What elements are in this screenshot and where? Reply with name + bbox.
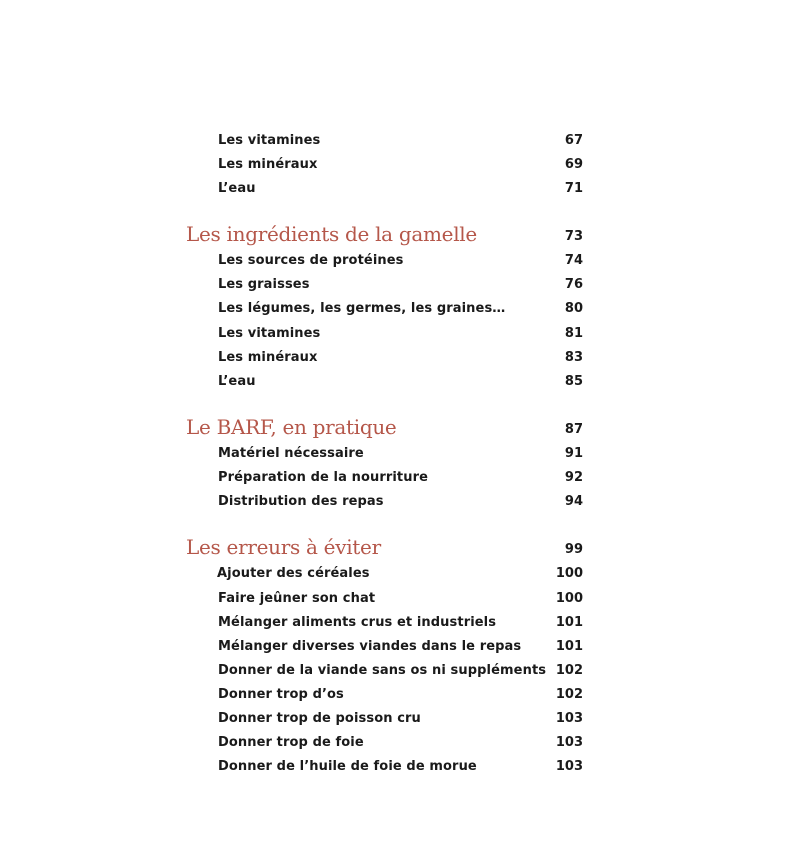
toc-section-heading <box>0 222 583 248</box>
toc-entry <box>0 708 583 730</box>
toc-entry-label: Faire jeûner son chat <box>218 591 376 606</box>
toc-entry <box>0 178 583 200</box>
toc-entry-page: 91 <box>564 446 583 461</box>
toc-entry-label: Les minéraux <box>218 157 318 172</box>
toc-entry <box>0 563 583 585</box>
toc-entry-page: 80 <box>564 301 583 316</box>
toc-entry <box>0 347 583 369</box>
toc-entry-label: Les vitamines <box>218 326 321 341</box>
toc-entry-page: 103 <box>555 735 583 750</box>
toc-entry-label: Les vitamines <box>218 133 321 148</box>
toc-entry-page: 81 <box>564 326 583 341</box>
toc-entry-label: Ajouter des céréales <box>217 566 370 581</box>
toc-entry <box>0 491 583 513</box>
toc-entry-label: Préparation de la nourriture <box>218 470 429 485</box>
toc-entry-label: Mélanger aliments crus et industriels <box>218 615 497 630</box>
section-page: 73 <box>564 229 583 244</box>
toc-entry <box>0 154 583 176</box>
toc-entry <box>0 323 583 345</box>
toc-entry-label: Donner trop d’os <box>218 687 344 702</box>
toc-entry-page: 94 <box>564 494 583 509</box>
toc-entry-page: 100 <box>555 566 583 581</box>
toc-entry-label: Les légumes, les germes, les graines… <box>218 301 506 316</box>
toc-entry-page: 103 <box>555 759 583 774</box>
section-title: Les erreurs à éviter <box>186 535 381 559</box>
toc-entry-page: 103 <box>555 711 583 726</box>
toc-entry-page: 85 <box>564 374 583 389</box>
toc-entry-label: Donner trop de foie <box>218 735 364 750</box>
toc-entry-page: 74 <box>564 253 583 268</box>
toc-entry-page: 100 <box>555 591 583 606</box>
toc-entry <box>0 250 583 272</box>
toc-entry-page: 101 <box>555 639 583 654</box>
toc-entry <box>0 467 583 489</box>
toc-entry <box>0 588 583 610</box>
toc-entry-page: 83 <box>564 350 583 365</box>
toc-entry-label: Donner de l’huile de foie de morue <box>218 759 477 774</box>
toc-entry-label: Matériel nécessaire <box>218 446 364 461</box>
toc-entry-page: 101 <box>555 615 583 630</box>
toc-entry <box>0 298 583 320</box>
toc-entry-label: Les graisses <box>218 277 310 292</box>
toc-entry <box>0 612 583 634</box>
toc-entry <box>0 660 583 682</box>
toc-section-heading <box>0 415 583 441</box>
toc-entry-label: L’eau <box>218 181 256 196</box>
toc-entry <box>0 130 583 152</box>
toc-entry-page: 67 <box>564 133 583 148</box>
toc-entry <box>0 684 583 706</box>
toc-entry-label: Mélanger diverses viandes dans le repas <box>218 639 522 654</box>
toc-entry <box>0 371 583 393</box>
toc-entry <box>0 732 583 754</box>
toc-entry-page: 92 <box>564 470 583 485</box>
toc-entry-page: 76 <box>564 277 583 292</box>
section-page: 99 <box>564 542 583 557</box>
toc-entry-page: 102 <box>555 663 583 678</box>
toc-entry-label: Les minéraux <box>218 350 318 365</box>
section-page: 87 <box>564 422 583 437</box>
toc-entry-label: L’eau <box>218 374 256 389</box>
toc-entry-page: 71 <box>564 181 583 196</box>
toc-entry <box>0 274 583 296</box>
toc-entry <box>0 636 583 658</box>
toc-entry-label: Distribution des repas <box>218 494 384 509</box>
toc-section-heading <box>0 535 583 561</box>
toc-entry-label: Donner trop de poisson cru <box>218 711 421 726</box>
toc-entry <box>0 756 583 778</box>
toc-entry-label: Les sources de protéines <box>218 253 404 268</box>
section-title: Les ingrédients de la gamelle <box>186 222 477 246</box>
toc-entry <box>0 443 583 465</box>
toc-entry-label: Donner de la viande sans os ni suppléments <box>218 663 547 678</box>
section-title: Le BARF, en pratique <box>186 415 397 439</box>
toc-entry-page: 102 <box>555 687 583 702</box>
toc-entry-page: 69 <box>564 157 583 172</box>
